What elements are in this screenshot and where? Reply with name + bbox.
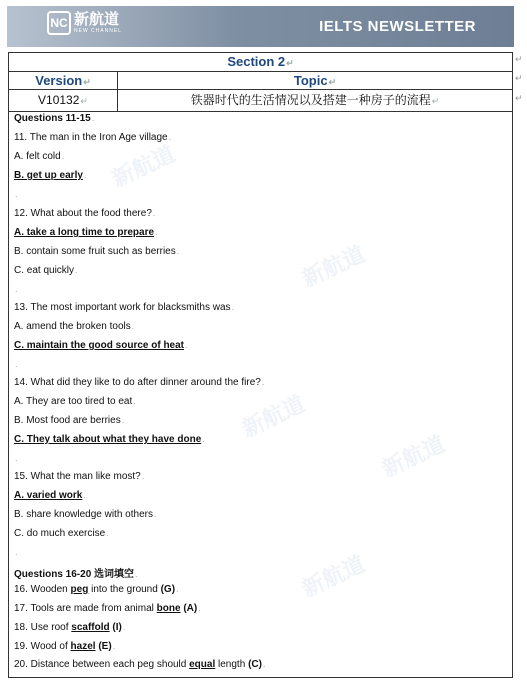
question-13-answer-c: C. maintain the good source of heat. — [14, 340, 188, 351]
question-12-option-b: B. contain some fruit such as berries. — [14, 246, 180, 257]
row-end-mark: ↵ — [515, 93, 523, 103]
watermark: 新航道 — [298, 551, 369, 602]
section-title: Section 2↵ — [9, 53, 512, 72]
question-11-option-a: A. felt cold. — [14, 151, 65, 162]
question-15-answer-a: A. varied work. — [14, 490, 86, 501]
content-table — [8, 52, 513, 678]
question-11-answer-b: B. get up early. — [14, 170, 87, 181]
row-end-mark: ↵ — [515, 73, 523, 83]
question-20: 20. Distance between each peg should equal length (C). — [14, 659, 266, 670]
watermark: 新航道 — [238, 391, 309, 442]
question-12-option-c: C. eat quickly. — [14, 265, 78, 276]
logo-english-name: NEW CHANNEL — [74, 28, 122, 34]
question-18: 18. Use roof scaffold (I). — [14, 622, 126, 633]
watermark: 新航道 — [108, 141, 179, 192]
blank-line: . — [15, 359, 18, 369]
question-12-answer-a: A. take a long time to prepare. — [14, 227, 158, 238]
blank-line: . — [15, 453, 18, 463]
question-12-stem: 12. What about the food there?. — [14, 208, 156, 219]
version-header: Version↵ — [9, 72, 118, 89]
watermark: 新航道 — [378, 431, 449, 482]
logo-chinese-name: 新航道 — [74, 11, 120, 28]
logo-mark: NC — [47, 11, 71, 35]
question-16: 16. Wooden peg into the ground (G). — [14, 584, 179, 595]
question-13-option-a: A. amend the broken tools. — [14, 321, 135, 332]
row-end-mark: ↵ — [515, 54, 523, 64]
questions-16-20-heading: Questions 16-20 选词填空. — [14, 569, 138, 580]
watermark: 新航道 — [298, 241, 369, 292]
question-14-answer-c: C. They talk about what they have done. — [14, 434, 205, 445]
question-15-stem: 15. What the man like most?. — [14, 471, 145, 482]
question-15-option-b: B. share knowledge with others. — [14, 509, 157, 520]
newsletter-title: IELTS NEWSLETTER — [319, 18, 476, 35]
table-data-row — [9, 90, 512, 112]
questions-11-15-heading: Questions 11-15. — [14, 113, 95, 124]
question-15-option-c: C. do much exercise. — [14, 528, 109, 539]
question-14-option-b: B. Most food are berries. — [14, 415, 125, 426]
question-19: 19. Wood of hazel (E). — [14, 641, 116, 652]
topic-header: Topic↵ — [293, 73, 337, 88]
question-13-stem: 13. The most important work for blacksmiths was. — [14, 302, 235, 313]
version-value: V10132↵ — [9, 90, 118, 111]
blank-line: . — [15, 189, 18, 199]
header-banner — [7, 6, 514, 47]
question-17: 17. Tools are made from animal bone (A). — [14, 603, 201, 614]
question-11-stem: 11. The man in the Iron Age village. — [14, 132, 172, 143]
logo — [47, 11, 122, 35]
topic-value: 铁器时代的生活情况以及搭建一种房子的流程↵ — [190, 93, 440, 107]
blank-line: . — [15, 284, 18, 294]
question-14-stem: 14. What did they like to do after dinner around the fire?. — [14, 377, 265, 388]
table-header-row — [9, 72, 512, 90]
question-14-option-a: A. They are too tired to eat. — [14, 396, 136, 407]
blank-line: . — [15, 547, 18, 557]
